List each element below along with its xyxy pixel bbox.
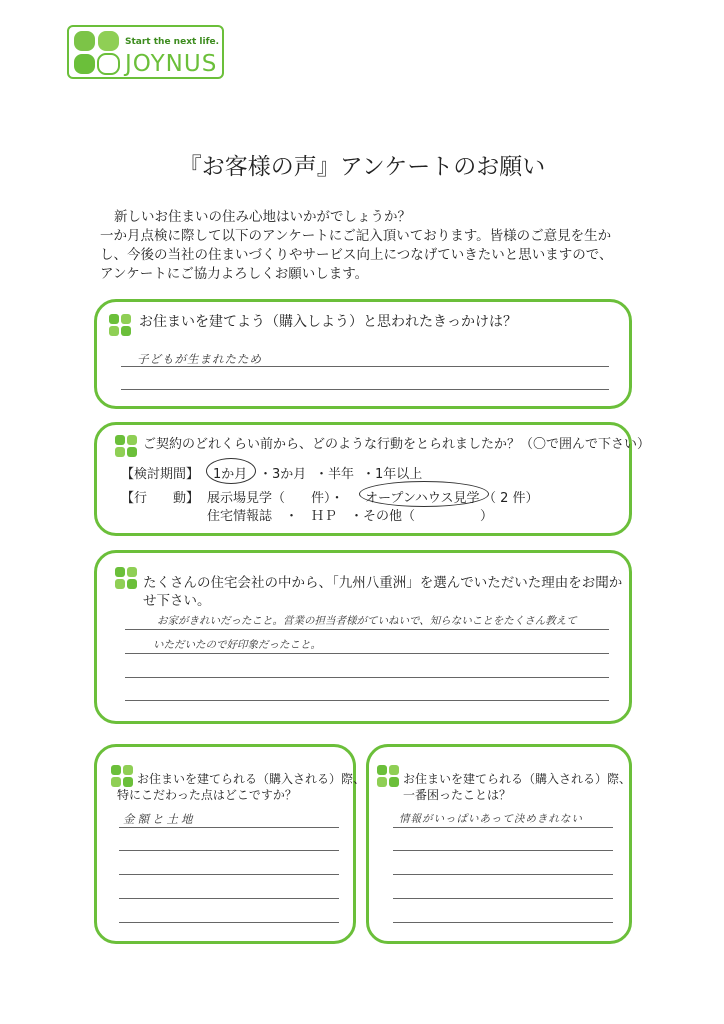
period-option-selected: 1か月 [213,467,248,482]
period-option: ・3か月 [259,467,307,482]
question-box-2 [94,422,651,536]
question-text: せ下さい。 [143,593,211,609]
action-count: （ 2 件） [483,491,539,506]
answer-line [121,366,609,367]
intro-line: アンケートにご協力よろしくお願いします。 [100,266,369,282]
handwritten-answer: いただいたので好印象だったこと。 [153,639,321,651]
answer-line [393,850,613,851]
answer-line [119,898,339,899]
action-label: 【行 動】 [121,491,200,506]
answer-line [125,653,609,654]
question-box-1 [94,299,632,409]
question-text: 特にこだわった点はどこですか？ [117,788,297,802]
handwritten-answer: 情報がいっぱいあって決めきれない [399,813,583,825]
clover-bullet-icon [115,567,137,589]
page-title: 『お客様の声』アンケートのお願い [178,154,546,180]
intro-text [100,208,660,284]
action-option-selected: オープンハウス見学 [365,491,480,506]
answer-line [121,389,609,390]
period-option: ・半年 [315,467,355,482]
question-text: たくさんの住宅会社の中から、「九州八重洲」を選んでいただいた理由をお聞か [143,575,623,591]
answer-line [393,827,613,828]
answer-line [393,898,613,899]
intro-line: 一か月点検に際して以下のアンケートにご記入頂いております。皆様のご意見を生か [100,228,612,244]
answer-line [393,922,613,923]
clover-bullet-icon [111,765,133,787]
answer-line [119,827,339,828]
intro-line: し、今後の当社の住まいづくりやサービス向上につなげていきたいと思いますので、 [100,247,613,263]
answer-line [125,677,609,678]
handwritten-answer: 金額と土地 [123,812,196,826]
clover-bullet-icon [109,314,131,336]
answer-line [119,850,339,851]
clover-bullet-icon [377,765,399,787]
period-label: 【検討期間】 [121,467,200,482]
logo-brand: JOYNUS [125,51,218,77]
handwritten-answer: お家がきれいだったこと。営業の担当者様がていねいで、知らないことをたくさん教えて [157,615,577,627]
clover-logo-icon [73,30,121,76]
company-logo [67,25,224,79]
handwritten-answer: 子どもが生まれたため [137,352,262,366]
clover-bullet-icon [115,435,137,457]
question-text: お住まいを建てられる（購入される）際、 [403,772,632,786]
answer-line [125,629,609,630]
question-text: ご契約のどれくらい前から、どのような行動をとられましたか？（〇で囲んで下さい） [143,437,651,452]
answer-line [125,700,609,701]
answer-line [119,922,339,923]
period-option: ・1年以上 [362,467,423,482]
question-text: お住まいを建てよう（購入しよう）と思われたきっかけは？ [139,314,517,330]
question-text: お住まいを建てられる（購入される）際、 [137,772,366,786]
answer-line [393,874,613,875]
question-box-3 [94,550,632,724]
intro-line: 新しいお住まいの住み心地はいかがでしょうか？ [114,209,411,225]
question-box-5 [366,744,632,944]
action-option: 展示場見学（ 件）・ [207,491,344,506]
question-box-4 [94,744,366,944]
question-text: 一番困ったことは？ [403,788,512,802]
action-option: 住宅情報誌 ・ ＨＰ ・その他（ ） [207,509,494,524]
answer-line [119,874,339,875]
logo-tagline: Start the next life. [125,37,220,47]
